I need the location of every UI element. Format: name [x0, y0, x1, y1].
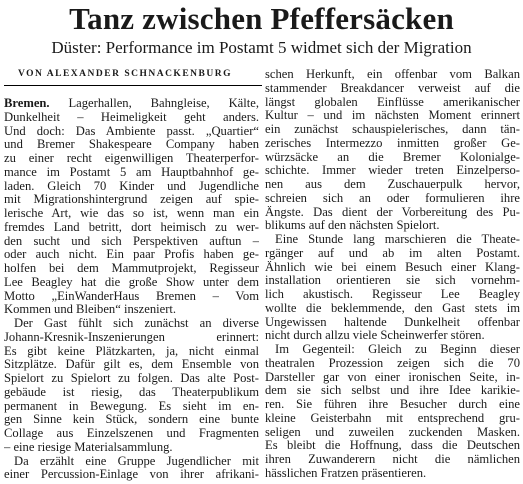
text-line: gen Sinne kein Stück, sondern eine bunte	[4, 413, 259, 427]
text-line: seligen und zuweilen zuckenden Masken.	[265, 425, 520, 439]
text-line: Spielort zu Spielort zu folgen. Das alte Post-	[4, 372, 259, 385]
text-line: lich akustisch. Regisseur Lee Beagley	[265, 288, 520, 301]
text-line: zerisches Intermezzo inmitten großer Ge-	[265, 136, 520, 150]
text-line: Eine Stunde lang marschieren die Theate-	[275, 233, 520, 246]
text-line: Kultur – und im nächsten Moment erinnert	[265, 109, 520, 123]
text-line: schreien sich an oder formulieren ihre	[265, 191, 520, 205]
text-line: schen Herkunft, ein offenbar vom Balkan	[265, 68, 520, 81]
text-line: einer Percussion-Einlage von ihrer afrikani-	[4, 468, 259, 482]
text-line: Im Gegenteil: Gleich zu Beginn dieser	[275, 343, 520, 356]
article-subheadline: Düster: Performance im Postamt 5 widmet sich der Migration	[51, 38, 472, 57]
text-line: Lee Beagley hat die große Show unter dem	[4, 275, 259, 289]
text-line: ihren Zuwanderern nicht die nämlichen	[265, 453, 520, 466]
text-line: mit Migrationshintergrund zeigen auf spie-	[4, 193, 259, 207]
text-line: permanent in Bewegung. Es sieht im en-	[4, 399, 259, 413]
text-line: ein zunächst schauspielerisches, dann tän-	[265, 123, 520, 136]
text-line: längst globalen Einflüsse amerikanischer	[265, 95, 520, 109]
text-line: Der Gast fühlt sich zunächst an diverse	[14, 317, 259, 330]
text-line: hässlichen Fratzen präsentieren.	[265, 466, 427, 480]
text-line: Sitzplätze. Dafür gilt es, dem Ensemble von	[4, 358, 259, 372]
text-line: rgänger auf und ab im alten Postamt.	[265, 246, 520, 260]
text-line: holfen bei dem Mammutprojekt, Regisseur	[4, 262, 259, 275]
text-line: Ängste. Das dient der Vorbereitung des Pu-	[265, 205, 520, 219]
text-line: mance im Postamt 5 am Hauptbahnhof ge-	[4, 165, 259, 179]
dateline-place: Bremen.	[4, 97, 50, 110]
text-line: nicht durch allzu viele Scheinwerfer stören.	[265, 329, 485, 343]
text-line: schichte. Immer wieder treten Einzelperso-	[265, 164, 520, 178]
text-line	[4, 97, 259, 111]
text-line: den sucht und sich Perspektiven auftun –	[4, 234, 259, 248]
text-line: ren. Sie führen ihre Besucher durch eine	[265, 398, 520, 411]
text-line: blikums auf den nächsten Spielort.	[265, 219, 440, 233]
text-line: kleine Geisterbahn mit entsprechend gru-	[265, 411, 520, 425]
text-line: Es bleibt die Hoffnung, dass die Deutschen	[265, 439, 520, 453]
text-line: installation orientieren sie sich vornehm-	[265, 274, 520, 288]
text-line: Kommen und Bleiben“ inszeniert.	[4, 303, 177, 317]
article-column-left	[4, 97, 259, 482]
text-line: Ungewissen haltende Dunkelheit offenbar	[265, 315, 520, 329]
text-line: lerische Art, wie das so ist, wenn man ein	[4, 207, 259, 220]
text-line: Collage aus Einzelszenen und Fragmenten	[4, 427, 259, 440]
text-line: stammender Breakdancer verweist auf die	[265, 81, 520, 95]
text-line: Da erzählt eine Gruppe Jugendlicher mit	[14, 454, 259, 468]
text-line-content: Lagerhallen, Bahngleise, Kälte,	[49, 97, 259, 110]
text-line: Es gibt keine Plätzkarten, ja, nicht einmal	[4, 344, 259, 358]
text-line: Johann-Kresnik-Inszenierungen erinnert:	[4, 330, 259, 344]
text-line: – eine riesige Materialsammlung.	[4, 440, 173, 454]
article-headline: Tanz zwischen Pfeffersäcken	[69, 1, 454, 36]
byline-rule	[4, 85, 262, 86]
text-line: Darsteller gar von einer ironischen Seite, in-	[265, 370, 520, 384]
text-line: fremdes Land betritt, dort heimisch zu wer-	[4, 220, 259, 234]
text-line: Motto „EinWanderHaus Bremen – Vom	[4, 289, 259, 303]
text-line: Und doch: Das Ambiente passt. „Quartier“	[4, 124, 259, 138]
text-line: wollte die beklemmende, den Gast stets im	[265, 301, 520, 315]
text-line: gebäude ist riesig, das Theaterpublikum	[4, 385, 259, 399]
text-line: Ähnlich wie bei einem Besuch einer Klang-	[265, 260, 520, 274]
text-line: dem sie sich selbst und ihre Idee karikie-	[265, 384, 520, 398]
article-byline: VON ALEXANDER SCHNACKENBURG	[18, 69, 232, 79]
text-line: theatralen Prozession zeigen sich die 70	[265, 356, 520, 370]
text-line: nen aus dem Zuschauerpulk hervor,	[265, 178, 520, 191]
text-line: laden. Gleich 70 Kinder und Jugendliche	[4, 179, 259, 193]
text-line: und Bremer Shakespeare Company haben	[4, 138, 259, 152]
text-line: oder auch nicht. Ein paar Profis haben ge-	[4, 248, 259, 262]
text-line: würzsäcke an die Bremer Kolonialge-	[265, 150, 520, 164]
text-line: zu einer recht eigenwilligen Theaterperfor-	[4, 152, 259, 165]
text-line: Dunkelheit – Heimeligkeit geht anders.	[4, 110, 259, 124]
article-column-right	[265, 68, 520, 481]
